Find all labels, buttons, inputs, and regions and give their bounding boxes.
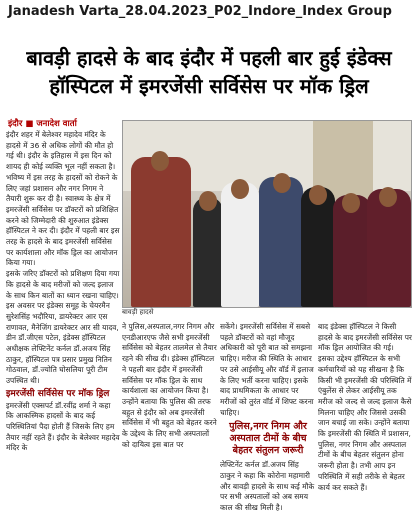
paragraph: इसके जरिए डॉक्टरों को प्रशिक्षण दिया गया कि हादसे के बाद मरीजों को जल्द इलाज के साथ किन बातों का ध्यान रखना चाहिए। इस अवसर पर इंडेक्स समूह के चेयरमैन सुरेशसिंह भदौरिया, डायरेक्टर आर एस राणावत, मैनेजिंग डायरेक्टर आर सी यादव, डीन डॉ.जीएस पटेल, इंडेक्स हॉस्पिटल अधीक्षक लेफ्टिनेंट कर्नल डॉ.अजय सिंह ठाकुर, हॉस्पिटल पत्र प्रसार प्रमुख नितिन गोठवाल, डॉ.ज्योति घोसलिया पूरी टीम उपस्थित थी। — [6, 269, 120, 386]
subheading: पुलिस,नगर निगम और अस्पताल टीमों के बीच बेहतर संतुलन जरूरी — [229, 421, 307, 457]
photo-caption: बावड़ी हादसे — [122, 308, 154, 316]
byline: इंदौर ■ जनादेश वार्ता — [8, 119, 77, 129]
paragraph: लेफ्टिनेंट कर्नल डॉ.अजय सिंह ठाकुर ने कहा कि कोरोना महामारी और बावड़ी हादसे के साथ कई मौके पर सभी अस्पतालों को अब समय काल की सीख मिली है। — [220, 460, 315, 513]
edition-label: Janadesh Varta_28.04.2023_P02_Indore_Index Group — [8, 4, 392, 19]
headline-line-1: बावड़ी हादसे के बाद इंदौर में पहली बार हुई इंडेक्स — [26, 46, 392, 70]
paragraph: इमरजेंसी एक्सपर्ट डॉ.रवींद्र शर्मा ने कहा कि आकस्मिक हादसों के बाद कई परिस्थितियां पैदा होती हैं जिसके लिए हम तैयार नहीं रहते हैं। इंदौर के बेलेश्वर महादेव मंदिर के — [6, 400, 120, 453]
paragraph: बाद इंडेक्स हॉस्पिटल ने किसी हादसे के बाद इमरजेंसी सर्विसेस पर मॉक ड्रिल आयोजित की गई। इसका उद्देश्य हॉस्पिटल के सभी कर्मचारियों को यह सीखना है कि किसी भी इमरजेंसी की परिस्थिति में एंबुलेंस से लेकर आईसीयू तक मरीज को जल्द से जल्द इलाज कैसे मिलना चाहिए और जिससे उसकी जान बचाई जा सके। उन्होंने बताया कि इमरजेंसी की स्थिति में प्रशासन, पुलिस, नगर निगम और अस्पताल टीमों के बीच बेहतर संतुलन होना जरूरी होता है। तभी आप इन परिस्थिति में सही तरीके से बेहतर कार्य कर सकते हैं। — [318, 322, 412, 492]
news-photo — [122, 120, 412, 308]
paragraph: इंदौर शहर में बेलेश्वर महादेव मंदिर के हादसे में 36 से अधिक लोगों की मौत हो गई थी। इंदौर के इतिहास में इस दिन को शायद ही कोई व्यक्ति भूल नहीं सकता है। भविष्य में इस तरह के हादसों को रोकने के लिए जहां प्रशासन और नगर निगम ने तैयारी शुरू कर दी है। स्वास्थ्य के क्षेत्र में इमरजेंसी सर्विसेस पर डॉक्टरों को प्रशिक्षित करने को जिम्मेदारी की शुरुआत इंडेक्स हॉस्पिटल ने कर दी। इंदौर में पहली बार इस तरह के हादसे के बाद इमरजेंसी सर्विसेस पर कार्यशाला और मॉक ड्रिल का आयोजन किया गया। — [6, 130, 120, 268]
subheading: इमरजेंसी सर्विसेस पर मॉक ड्रिल — [6, 388, 110, 399]
article-column-middle — [122, 322, 218, 494]
headline-line-2: हॉस्पिटल में इमरजेंसी सर्विसेस पर मॉक ड्रिल — [49, 74, 369, 98]
article-column-middle-2 — [220, 322, 316, 513]
paragraph: ने पुलिस,अस्पताल,नगर निगम और एनडीआरएफ जैसे सभी इमरजेंसी सर्विसेस को बेहतर तालमेल से तैयार रहने की सीख दी। इंडेक्स हॉस्पिटल ने पहली बार इंदौर में इमरजेंसी सर्विसेस पर मॉक ड्रिल के साथ कार्यशाला का आयोजन किया है। उन्होंने बताया कि पुलिस की तरफ बहुत से इंदौर को अब इमरजेंसी सर्विसेस में भी बहुत को बेहतर करने के उद्देश्य के लिए सभी अस्पतालों को दायित्व इस बात पर — [122, 322, 217, 449]
article-column-left — [6, 130, 120, 494]
paragraph: सकेंगे। इमरजेंसी सर्विसेस में सबसे पहले डॉक्टरों को वहां मौजूद अधिकारी को पूरी बात को समझना चाहिए। मरीज की स्थिति के आधार पर उसे आईसीयू और वॉर्ड में इलाज के लिए भर्ती करना चाहिए। इसके बाद प्राथमिकता के आधार पर मरीजों को तुरंत वॉर्ड में शिफ्ट करना चाहिए। — [220, 322, 314, 417]
article-column-right — [318, 322, 412, 494]
